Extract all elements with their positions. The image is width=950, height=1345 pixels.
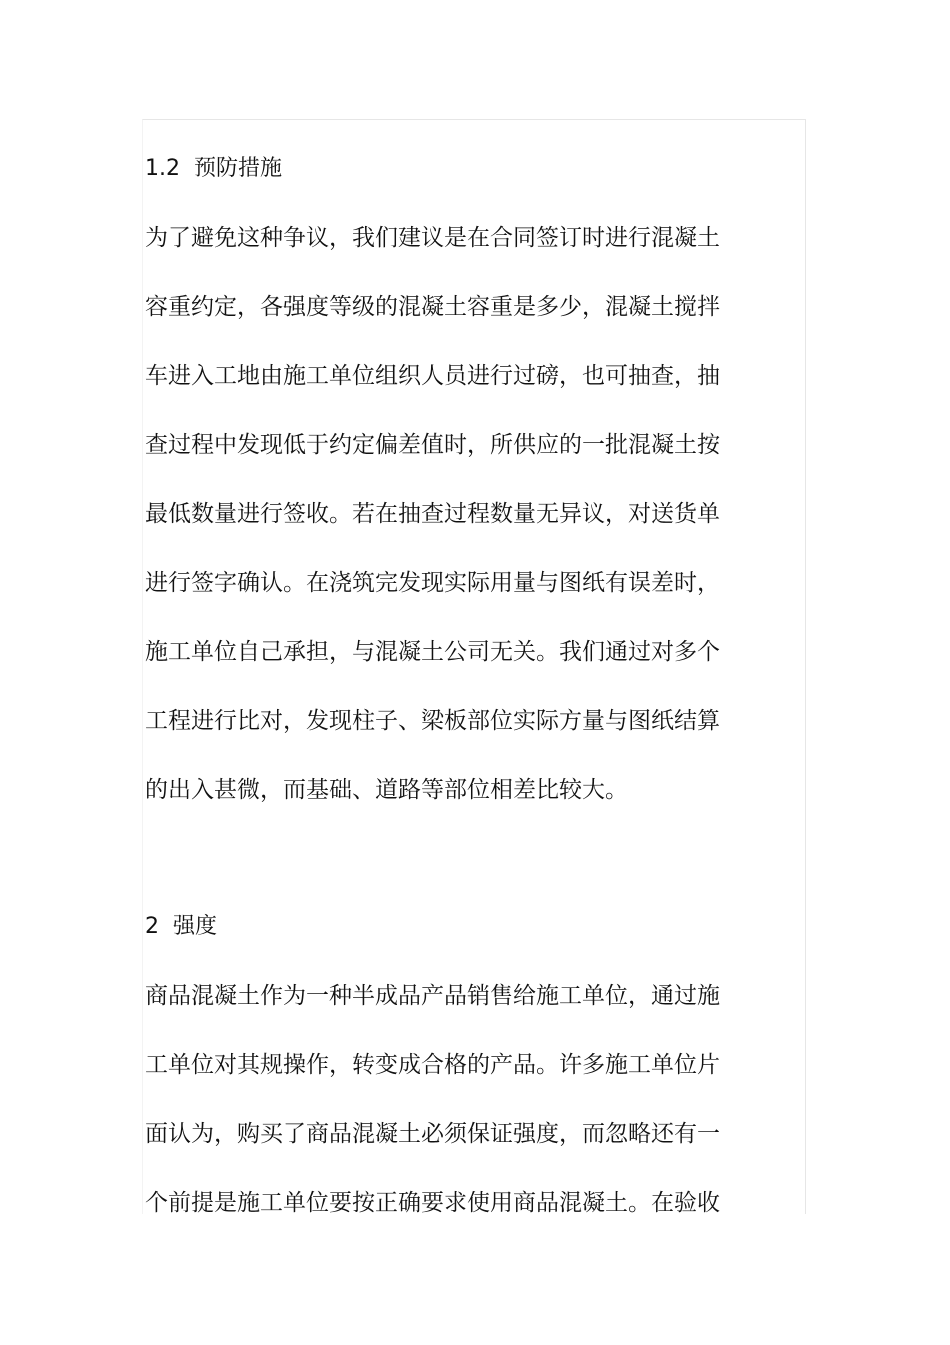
text-line: 容重约定，各强度等级的混凝土容重是多少，混凝土搅拌 xyxy=(145,294,720,320)
document-page xyxy=(142,119,806,1214)
text-line: 为了避免这种争议，我们建议是在合同签订时进行混凝土 xyxy=(145,225,720,251)
text-line: 个前提是施工单位要按正确要求使用商品混凝土。在验收 xyxy=(145,1190,720,1214)
text-line: 施工单位自己承担，与混凝土公司无关。我们通过对多个 xyxy=(145,639,720,665)
text-line: 工程进行比对，发现柱子、梁板部位实际方量与图纸结算 xyxy=(145,708,720,734)
text-line: 车进入工地由施工单位组织人员进行过磅，也可抽查，抽 xyxy=(145,363,720,389)
section-title: 强度 xyxy=(173,914,218,939)
text-line: 工单位对其规操作，转变成合格的产品。许多施工单位片 xyxy=(145,1052,720,1078)
text-line: 面认为，购买了商品混凝土必须保证强度，而忽略还有一 xyxy=(145,1121,720,1147)
section-number: 1.2 xyxy=(145,156,180,181)
text-line: 商品混凝土作为一种半成品产品销售给施工单位，通过施 xyxy=(145,983,720,1009)
section-1-2-paragraph xyxy=(145,204,719,825)
section-number: 2 xyxy=(145,914,159,939)
text-line: 查过程中发现低于约定偏差值时，所供应的一批混凝土按 xyxy=(145,432,720,458)
section-title: 预防措施 xyxy=(194,156,283,181)
section-2-paragraph xyxy=(145,962,719,1214)
section-heading-2 xyxy=(145,912,217,942)
section-heading-1-2 xyxy=(145,154,282,184)
text-line: 进行签字确认。在浇筑完发现实际用量与图纸有误差时， xyxy=(145,570,720,596)
text-line: 最低数量进行签收。若在抽查过程数量无异议，对送货单 xyxy=(145,501,720,527)
text-line: 的出入甚微，而基础、道路等部位相差比较大。 xyxy=(145,777,628,803)
